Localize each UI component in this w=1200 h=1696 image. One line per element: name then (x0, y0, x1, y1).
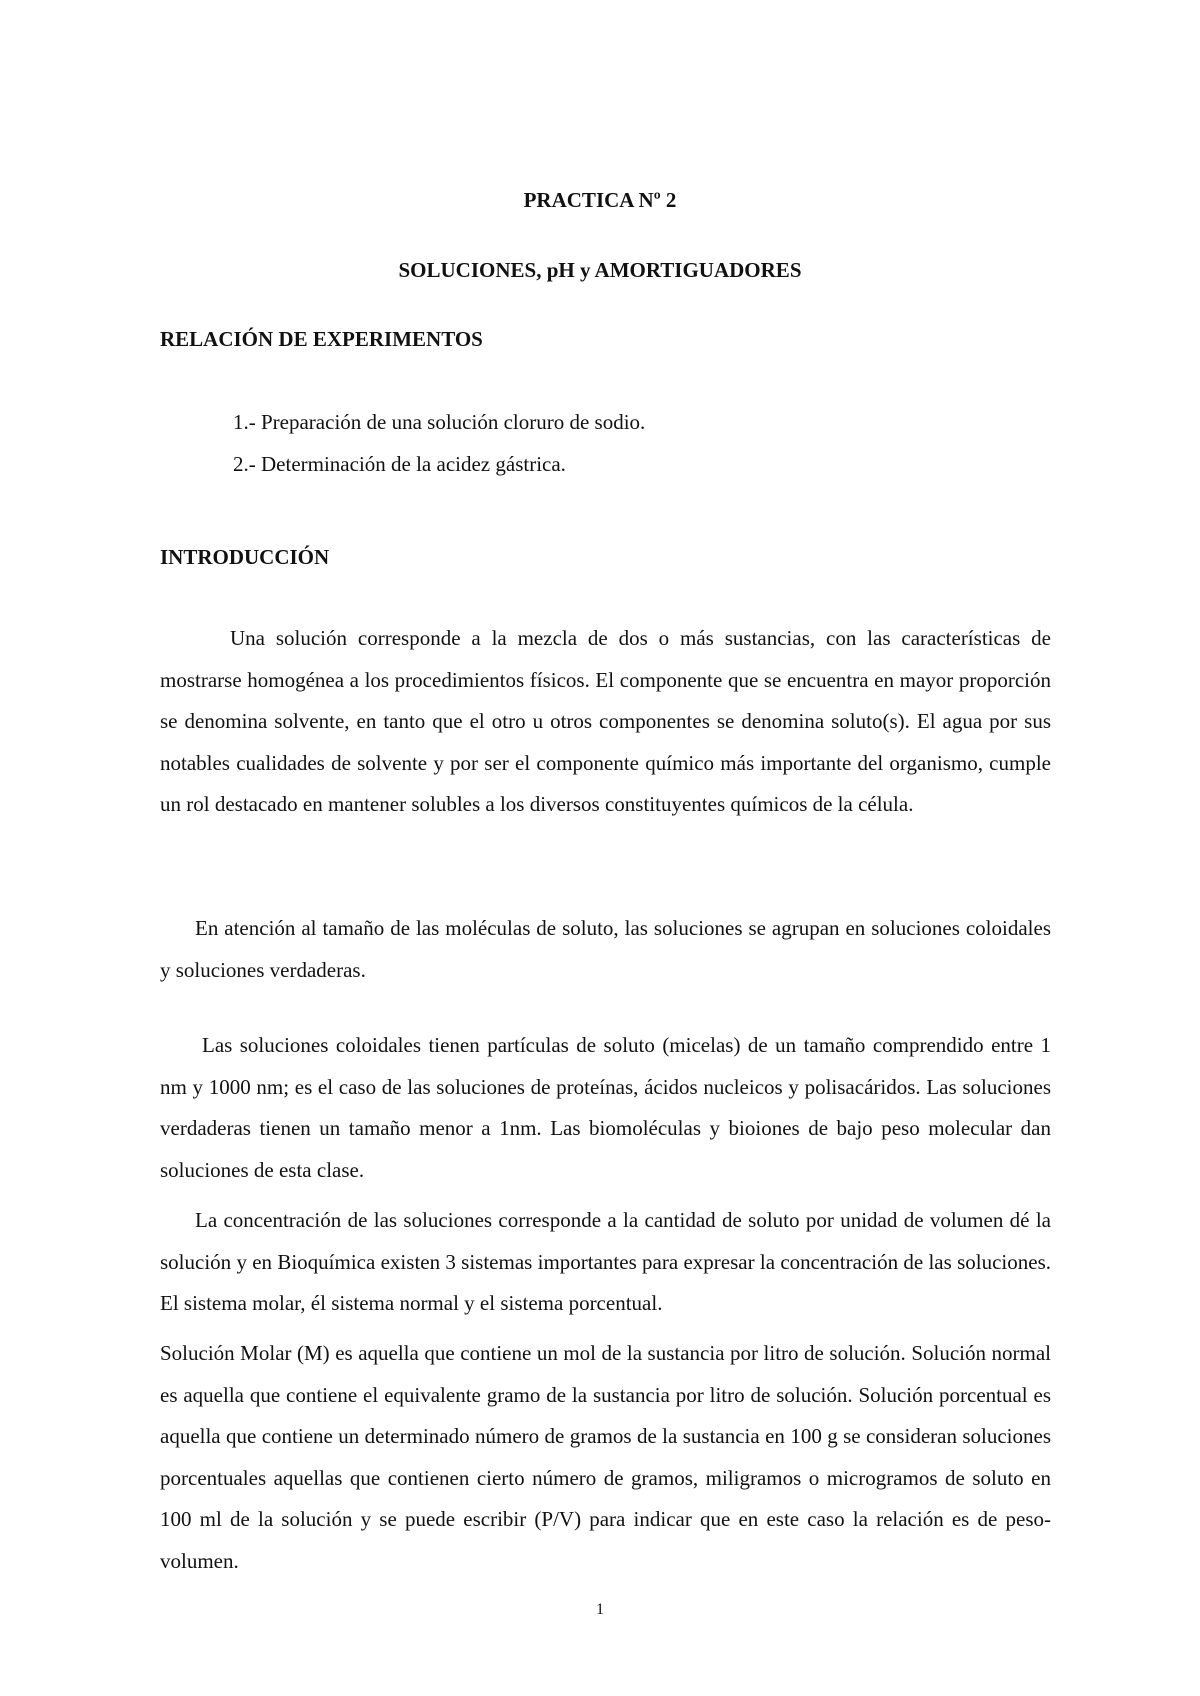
document-subtitle: SOLUCIONES, pH y AMORTIGUADORES (398, 258, 802, 282)
experiment-item: 2.- Determinación de la acidez gástrica. (233, 452, 566, 476)
introduction-heading: INTRODUCCIÓN (160, 545, 330, 569)
paragraph: En atención al tamaño de las moléculas de soluto, las soluciones se agrupan en soluciones coloidales y soluciones verdaderas. (160, 916, 1051, 982)
document-title: PRACTICA Nº 2 (523, 188, 677, 212)
experiment-item: 1.- Preparación de una solución cloruro de sodio. (233, 410, 646, 434)
paragraph: Una solución corresponde a la mezcla de dos o más sustancias, con las características de mostrarse homogénea a los procedimientos físicos. El componente que se encuentra en mayor proporción se denomina solvente, en tanto que el otro u otros componentes se denomina soluto(s). El agua por sus notables cualidades de solvente y por ser el componente químico más importante del organismo, cumple un rol destacado en mantener solubles a los diversos constituyentes químicos de la célula. (160, 626, 1051, 816)
experiments-heading: RELACIÓN DE EXPERIMENTOS (160, 327, 483, 351)
page-number: 1 (596, 1601, 604, 1618)
paragraph: Las soluciones coloidales tienen partículas de soluto (micelas) de un tamaño comprendido entre 1 nm y 1000 nm; es el caso de las soluciones de proteínas, ácidos nucleicos y polisacáridos. Las soluciones verdaderas tienen un tamaño menor a 1nm. Las biomoléculas y bioiones de bajo peso molecular dan soluciones de esta clase. (160, 1033, 1051, 1182)
paragraph: Solución Molar (M) es aquella que contiene un mol de la sustancia por litro de solución. Solución normal es aquella que contiene el equivalente gramo de la sustancia por litro de solución. Solución porcentual es aquella que contiene un determinado número de gramos de la sustancia en 100 g se consideran soluciones porcentuales aquellas que contienen cierto número de gramos, miligramos o microgramos de soluto en 100 ml de la solución y se puede escribir (P/V) para indicar que en este caso la relación es de peso-volumen. (160, 1341, 1051, 1573)
paragraph: La concentración de las soluciones corresponde a la cantidad de soluto por unidad de volumen dé la solución y en Bioquímica existen 3 sistemas importantes para expresar la concentración de las soluciones. El sistema molar, él sistema normal y el sistema porcentual. (160, 1208, 1051, 1315)
